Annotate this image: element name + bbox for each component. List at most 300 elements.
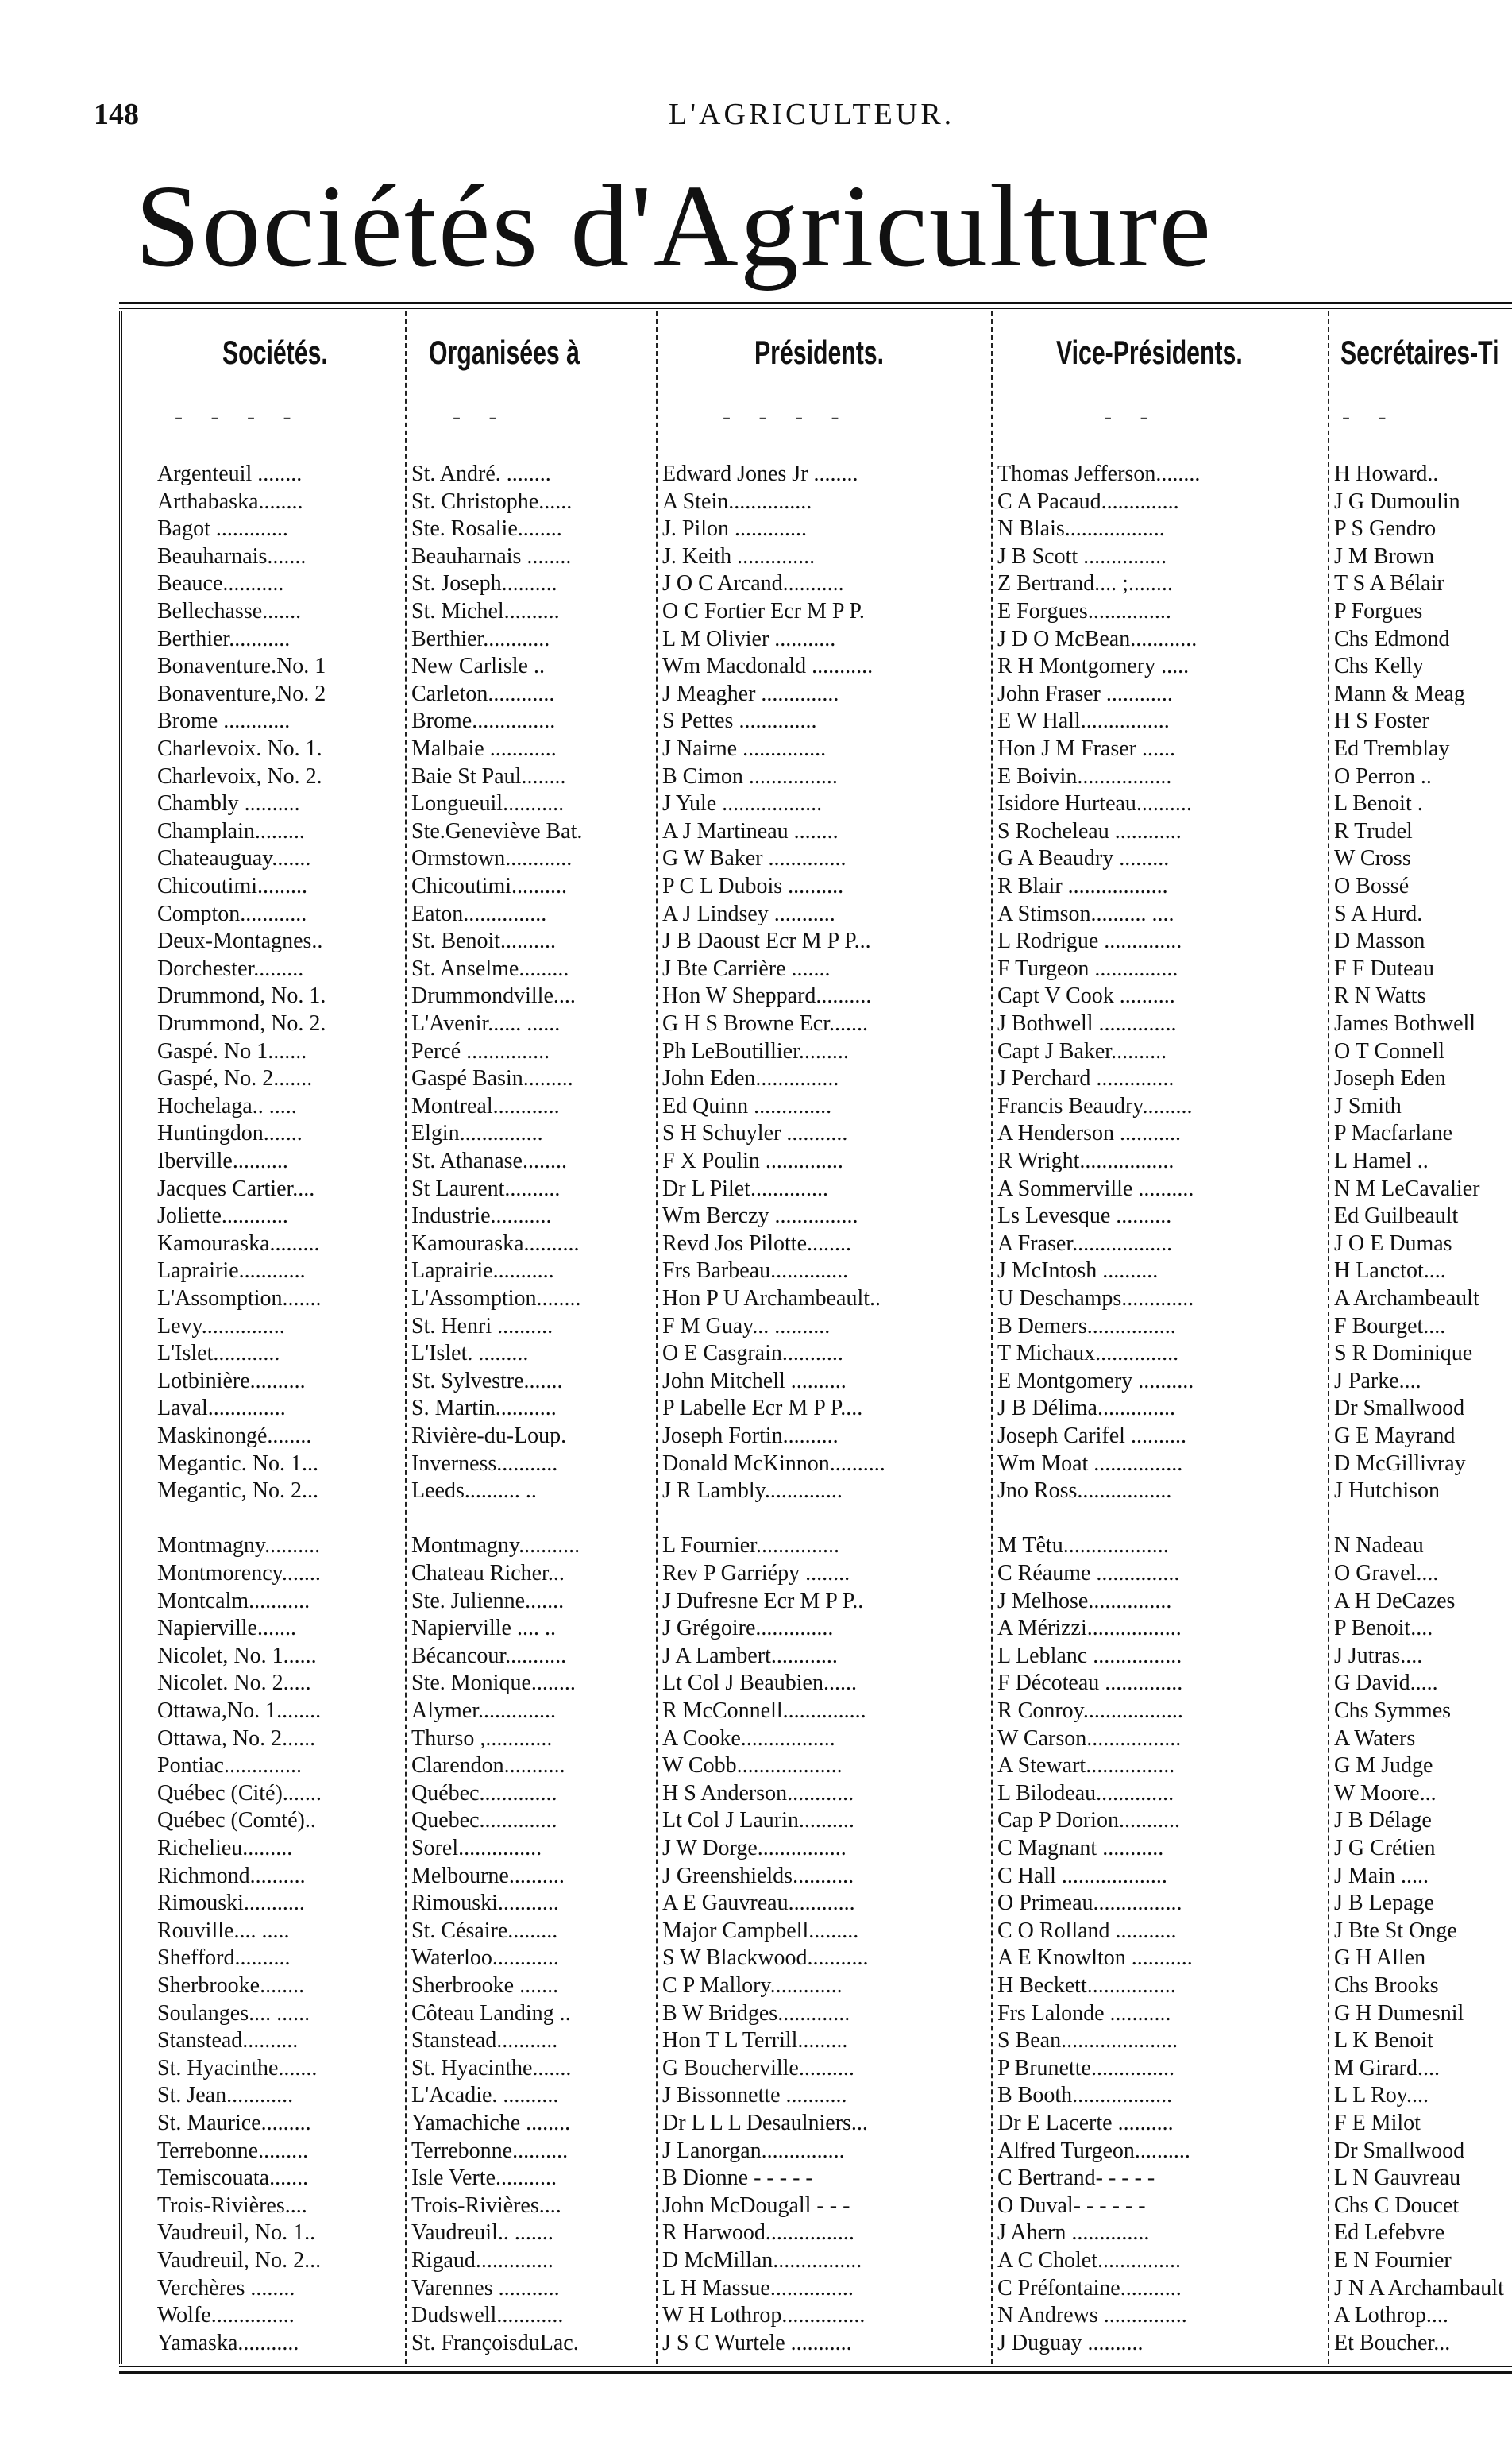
organised-at-cell: Chicoutimi..........	[411, 874, 567, 898]
society-cell: Richmond..........	[157, 1863, 306, 1888]
society-cell: Jacques Cartier....	[157, 1176, 315, 1201]
society-cell: Vaudreuil, No. 1..	[157, 2220, 316, 2246]
vice-president-cell: Alfred Turgeon..........	[997, 2138, 1190, 2163]
vice-president-cell: B Demers................	[997, 1313, 1176, 1339]
society-cell: Rouville.... .....	[157, 1918, 290, 1943]
organised-at-cell: St. Césaire.........	[411, 1918, 558, 1943]
president-cell: D McMillan................	[662, 2248, 862, 2273]
vice-president-cell: J Perchard ..............	[997, 1066, 1174, 1091]
vice-president-cell: A Stewart................	[997, 1753, 1175, 1779]
organised-at-cell: Melbourne..........	[411, 1863, 565, 1888]
table-row	[119, 2000, 1512, 2027]
organised-at-cell: Bécancour...........	[411, 1643, 567, 1668]
table-row	[119, 1423, 1512, 1450]
president-cell: J A Lambert............	[662, 1643, 838, 1668]
organised-at-cell: St. Sylvestre.......	[411, 1368, 563, 1393]
organised-at-cell: St. André. ........	[411, 462, 551, 486]
table-row	[119, 1780, 1512, 1807]
organised-at-cell: Vaudreuil.. .......	[411, 2220, 554, 2246]
secretary-cell: J N A Archambault	[1334, 2275, 1504, 2301]
table-row	[119, 2055, 1512, 2082]
secretary-cell: Chs Brooks	[1334, 1973, 1439, 1998]
organised-at-cell: Rigaud..............	[411, 2248, 554, 2273]
president-cell: Dr L L L Desaulniers...	[662, 2111, 868, 2135]
secretary-cell: Dr Smallwood	[1334, 2138, 1465, 2163]
president-cell: O E Casgrain...........	[662, 1341, 843, 1366]
organised-at-cell: St. FrançoisduLac.	[411, 2330, 579, 2355]
vice-president-cell: W Carson.................	[997, 1725, 1182, 1751]
vice-president-cell: J B Délima..............	[997, 1396, 1175, 1421]
vice-president-cell: N Blais..................	[997, 516, 1165, 542]
organised-at-cell: Eaton...............	[411, 901, 547, 926]
society-cell: Chambly ..........	[157, 791, 300, 817]
society-cell: Megantic, No. 2...	[157, 1478, 318, 1504]
society-cell: Gaspé. No 1.......	[157, 1038, 307, 1064]
secretary-cell: J G Dumoulin	[1334, 489, 1460, 514]
vice-president-cell: L Rodrigue ..............	[997, 929, 1182, 954]
organised-at-cell: Ste. Rosalie........	[411, 516, 562, 542]
president-cell: F M Guay... ..........	[662, 1313, 831, 1339]
table-row	[119, 956, 1512, 983]
society-cell: Wolfe...............	[157, 2303, 295, 2328]
society-cell: Napierville.......	[157, 1616, 296, 1641]
secretary-cell: E N Fournier	[1334, 2248, 1452, 2273]
secretary-cell: Mann & Meag	[1334, 681, 1465, 706]
table-row	[119, 763, 1512, 790]
organised-at-cell: Quebec..............	[411, 1808, 557, 1833]
organised-at-cell: Stanstead...........	[411, 2028, 558, 2053]
secretary-cell: O Bossé	[1334, 874, 1410, 898]
running-head: L'AGRICULTEUR.	[669, 98, 955, 131]
president-cell: Revd Jos Pilotte........	[662, 1230, 852, 1256]
table-row	[119, 2330, 1512, 2357]
vice-president-cell: A Fraser..................	[997, 1230, 1173, 1256]
top-rule-thin	[119, 308, 1512, 309]
secretary-cell: H Howard..	[1334, 462, 1439, 486]
column-header-societes: Sociétés.	[222, 334, 328, 371]
president-cell: Ed Quinn ..............	[662, 1093, 832, 1118]
society-cell: Compton............	[157, 901, 307, 926]
table-row	[119, 1093, 1512, 1120]
secretary-cell: P Benoit....	[1334, 1616, 1433, 1641]
table-row	[119, 1010, 1512, 1037]
table-row	[119, 653, 1512, 680]
table-row	[119, 2275, 1512, 2302]
society-cell: Argenteuil ........	[157, 462, 303, 486]
secretary-cell: Chs C Doucet	[1334, 2192, 1460, 2218]
table-row	[119, 1285, 1512, 1312]
organised-at-cell: Dudswell............	[411, 2303, 564, 2328]
table-row	[119, 1257, 1512, 1285]
president-cell: J S C Wurtele ...........	[662, 2330, 852, 2355]
organised-at-cell: St. Michel..........	[411, 599, 560, 624]
president-cell: Wm Berczy ...............	[662, 1203, 858, 1229]
secretary-cell: G David.....	[1334, 1671, 1438, 1696]
president-cell: C P Mallory.............	[662, 1973, 843, 1998]
president-cell: L M Olivier ...........	[662, 626, 836, 651]
page-title: Sociétés d'Agriculture	[135, 161, 1213, 292]
vice-president-cell: M Têtu...................	[997, 1533, 1169, 1559]
vice-president-cell: J Duguay ..........	[997, 2330, 1144, 2355]
president-cell: Donald McKinnon..........	[662, 1451, 885, 1476]
table-row	[119, 2027, 1512, 2054]
secretary-cell: James Bothwell	[1334, 1011, 1476, 1036]
table-row	[119, 1451, 1512, 1478]
table-row	[119, 1615, 1512, 1642]
president-cell: G H S Browne Ecr.......	[662, 1011, 868, 1036]
president-cell: Major Campbell.........	[662, 1918, 859, 1943]
organised-at-cell: Malbaie ............	[411, 736, 557, 761]
table-row	[119, 1890, 1512, 1917]
vice-president-cell: R Conroy..................	[997, 1698, 1183, 1723]
table-row	[119, 845, 1512, 872]
president-cell: J B Daoust Ecr M P P...	[662, 929, 871, 954]
organised-at-cell: Baie St Paul........	[411, 763, 566, 789]
organised-at-cell: Longueuil...........	[411, 791, 565, 817]
president-cell: W Cobb...................	[662, 1753, 843, 1779]
president-cell: Frs Barbeau..............	[662, 1258, 849, 1284]
column-header-presidents: Présidents.	[754, 334, 885, 371]
organised-at-cell: Rimouski...........	[411, 1891, 559, 1916]
society-cell: Charlevoix, No. 2.	[157, 763, 322, 789]
society-cell: Québec (Comté)..	[157, 1808, 316, 1833]
vice-president-cell: E Boivin.................	[997, 763, 1172, 789]
table-row	[119, 1176, 1512, 1203]
society-cell: Hochelaga.. .....	[157, 1093, 297, 1118]
table-row	[119, 626, 1512, 653]
president-cell: B Dionne - - - - -	[662, 2165, 813, 2191]
table-row	[119, 2110, 1512, 2137]
president-cell: Joseph Fortin..........	[662, 1424, 839, 1448]
vice-president-cell: O Primeau................	[997, 1891, 1182, 1916]
vice-president-cell: E W Hall................	[997, 709, 1170, 734]
organised-at-cell: L'Islet. .........	[411, 1341, 529, 1366]
organised-at-cell: Québec..............	[411, 1780, 557, 1806]
vice-president-cell: B Booth..................	[997, 2083, 1173, 2108]
organised-at-cell: Yamachiche ........	[411, 2111, 571, 2135]
secretary-cell: S R Dominique	[1334, 1341, 1473, 1366]
secretary-cell: J B Délage	[1334, 1808, 1432, 1833]
secretary-cell: O Perron ..	[1334, 763, 1432, 789]
secretary-cell: N Nadeau	[1334, 1533, 1424, 1559]
president-cell: J Greenshields...........	[662, 1863, 854, 1888]
organised-at-cell: Ste. Julienne.......	[411, 1588, 565, 1613]
secretary-cell: M Girard....	[1334, 2055, 1440, 2080]
organised-at-cell: Sorel...............	[411, 1836, 542, 1860]
secretary-cell: Et Boucher...	[1334, 2330, 1451, 2355]
society-cell: Montmorency.......	[157, 1561, 321, 1586]
president-cell: A Stein...............	[662, 489, 812, 514]
table-row	[119, 681, 1512, 708]
secretary-cell: Chs Edmond	[1334, 626, 1450, 651]
organised-at-cell: Inverness...........	[411, 1451, 558, 1476]
table-row	[119, 983, 1512, 1010]
table-row	[119, 2192, 1512, 2219]
society-cell: Bonaventure,No. 2	[157, 681, 326, 706]
society-cell: Nicolet. No. 2.....	[157, 1671, 311, 1696]
vice-president-cell: Capt V Cook ..........	[997, 983, 1175, 1009]
secretary-cell: Chs Kelly	[1334, 654, 1424, 679]
organised-at-cell: St Laurent..........	[411, 1176, 561, 1201]
table-row	[119, 461, 1512, 488]
secretary-cell: Joseph Eden	[1334, 1066, 1446, 1091]
vice-president-cell: J Ahern ..............	[997, 2220, 1150, 2246]
table-row	[119, 1368, 1512, 1395]
society-cell: Chicoutimi.........	[157, 874, 307, 898]
organised-at-cell: Ste. Monique........	[411, 1671, 576, 1696]
society-cell: Lotbinière..........	[157, 1368, 306, 1393]
society-cell: Drummond, No. 2.	[157, 1011, 326, 1036]
organised-at-cell: Leeds.......... ..	[411, 1478, 537, 1504]
president-cell: S Pettes ..............	[662, 709, 817, 734]
table-row	[119, 1478, 1512, 1505]
secretary-cell: J Bte St Onge	[1334, 1918, 1457, 1943]
vice-president-cell: Z Bertrand.... ;........	[997, 571, 1173, 597]
organised-at-cell: Berthier............	[411, 626, 550, 651]
president-cell: Ph LeBoutillier.........	[662, 1038, 849, 1064]
president-cell: B Cimon ................	[662, 763, 838, 789]
secretary-cell: A H DeCazes	[1334, 1588, 1456, 1613]
president-cell: John McDougall - - -	[662, 2192, 850, 2218]
table-frame	[119, 302, 1512, 2374]
table-row	[119, 1313, 1512, 1340]
table-row	[119, 489, 1512, 516]
society-cell: Shefford..........	[157, 1945, 291, 1971]
vice-president-cell: S Bean.....................	[997, 2028, 1178, 2053]
vice-president-cell: F Turgeon ...............	[997, 956, 1178, 981]
secretary-cell: J Parke....	[1334, 1368, 1421, 1393]
header-dash: - - - -	[723, 404, 850, 430]
secretary-cell: J Jutras....	[1334, 1643, 1423, 1668]
society-cell: Levy...............	[157, 1313, 285, 1339]
president-cell: Wm Macdonald ...........	[662, 654, 874, 679]
table-row	[119, 1230, 1512, 1257]
vice-president-cell: J Bothwell ..............	[997, 1011, 1177, 1036]
secretary-cell: D McGillivray	[1334, 1451, 1466, 1476]
organised-at-cell: Industrie...........	[411, 1203, 552, 1229]
secretary-cell: J Hutchison	[1334, 1478, 1440, 1504]
vice-president-cell: R H Montgomery .....	[997, 654, 1190, 679]
vice-president-cell: A Sommerville ..........	[997, 1176, 1194, 1201]
president-cell: Hon W Sheppard..........	[662, 983, 872, 1009]
vice-president-cell: Joseph Carifel ..........	[997, 1424, 1186, 1448]
president-cell: Lt Col J Beaubien......	[662, 1671, 857, 1696]
organised-at-cell: St. Joseph..........	[411, 571, 557, 597]
vice-president-cell: E Montgomery ..........	[997, 1368, 1194, 1393]
vice-president-cell: A Mérizzi.................	[997, 1616, 1182, 1641]
table-row	[119, 516, 1512, 543]
secretary-cell: A Archambeault	[1334, 1286, 1479, 1311]
table-row	[119, 1038, 1512, 1065]
table-row	[119, 1835, 1512, 1862]
bottom-rule-thin	[119, 2366, 1512, 2367]
table-row	[119, 1725, 1512, 1752]
header-dash: - - - -	[175, 404, 303, 430]
organised-at-cell: Beauharnais ........	[411, 543, 572, 569]
secretary-cell: J Smith	[1334, 1093, 1402, 1118]
president-cell: G W Baker ..............	[662, 846, 847, 871]
president-cell: S H Schuyler ...........	[662, 1121, 848, 1146]
table-row	[119, 901, 1512, 928]
secretary-cell: G H Dumesnil	[1334, 2000, 1464, 2026]
president-cell: Hon T L Terrill.........	[662, 2028, 848, 2053]
president-cell: H S Anderson............	[662, 1780, 854, 1806]
society-cell: Bellechasse.......	[157, 599, 302, 624]
organised-at-cell: Percé ...............	[411, 1038, 550, 1064]
secretary-cell: Ed Guilbeault	[1334, 1203, 1459, 1229]
vice-president-cell: L Leblanc ................	[997, 1643, 1182, 1668]
organised-at-cell: Elgin...............	[411, 1121, 543, 1146]
organised-at-cell: Brome...............	[411, 709, 556, 734]
secretary-cell: J O E Dumas	[1334, 1230, 1452, 1256]
president-cell: J Yule ..................	[662, 791, 823, 817]
organised-at-cell: St. Anselme.........	[411, 956, 569, 981]
organised-at-cell: Sherbrooke .......	[411, 1973, 559, 1998]
table-row	[119, 2247, 1512, 2274]
secretary-cell: H S Foster	[1334, 709, 1429, 734]
vice-president-cell: J D O McBean............	[997, 626, 1198, 651]
society-cell: L'Assomption.......	[157, 1286, 322, 1311]
vice-president-cell: C Hall ...................	[997, 1863, 1167, 1888]
secretary-cell: T S A Bélair	[1334, 571, 1444, 597]
secretary-cell: P Forgues	[1334, 599, 1423, 624]
secretary-cell: F E Milot	[1334, 2111, 1421, 2135]
vice-president-cell: C Préfontaine...........	[997, 2275, 1182, 2301]
vice-president-cell: C Magnant ...........	[997, 1836, 1164, 1860]
table-row	[119, 1945, 1512, 1972]
president-cell: J R Lambly..............	[662, 1478, 843, 1504]
president-cell: A Cooke.................	[662, 1725, 835, 1751]
table-row	[119, 1203, 1512, 1230]
column-header-vice-presidents: Vice-Présidents.	[1056, 334, 1243, 371]
organised-at-cell: L'Acadie. ..........	[411, 2083, 559, 2108]
vice-president-cell: P Brunette...............	[997, 2055, 1174, 2080]
secretary-cell: G H Allen	[1334, 1945, 1426, 1971]
vice-president-cell: Frs Lalonde ...........	[997, 2000, 1171, 2026]
society-cell: St. Hyacinthe.......	[157, 2055, 318, 2080]
vice-president-cell: C Réaume ...............	[997, 1561, 1180, 1586]
secretary-cell: G E Mayrand	[1334, 1424, 1456, 1448]
president-cell: A J Martineau ........	[662, 818, 839, 844]
president-cell: J Dufresne Ecr M P P..	[662, 1588, 864, 1613]
president-cell: J Grégoire..............	[662, 1616, 834, 1641]
society-cell: Laval..............	[157, 1396, 286, 1421]
secretary-cell: Chs Symmes	[1334, 1698, 1452, 1723]
header-dash: - -	[1104, 404, 1159, 430]
president-cell: Lt Col J Laurin..........	[662, 1808, 854, 1833]
organised-at-cell: Rivière-du-Loup.	[411, 1424, 567, 1448]
table-row	[119, 1532, 1512, 1559]
table-row	[119, 736, 1512, 763]
society-cell: Stanstead..........	[157, 2028, 299, 2053]
society-cell: Montcalm...........	[157, 1588, 310, 1613]
header-dash: - -	[1342, 404, 1398, 430]
vice-president-cell: C O Rolland ...........	[997, 1918, 1177, 1943]
organised-at-cell: St. Henri ..........	[411, 1313, 554, 1339]
president-cell: A E Gauvreau............	[662, 1891, 855, 1916]
column-header-organisees: Organisées à	[429, 334, 580, 371]
vice-president-cell: Isidore Hurteau..........	[997, 791, 1192, 817]
organised-at-cell: Isle Verte...........	[411, 2165, 557, 2191]
top-rule	[119, 302, 1512, 304]
vice-president-cell: Hon J M Fraser ......	[997, 736, 1175, 761]
table-row	[119, 2165, 1512, 2192]
vice-president-cell: E Forgues...............	[997, 599, 1171, 624]
organised-at-cell: Côteau Landing ..	[411, 2000, 571, 2026]
table-row	[119, 1120, 1512, 1147]
organised-at-cell: L'Avenir...... ......	[411, 1011, 561, 1036]
table-row	[119, 928, 1512, 955]
vice-president-cell: H Beckett................	[997, 1973, 1176, 1998]
president-cell: J Lanorgan...............	[662, 2138, 845, 2163]
society-cell: Temiscouata.......	[157, 2165, 309, 2191]
vice-president-cell: A Henderson ...........	[997, 1121, 1181, 1146]
table-row	[119, 818, 1512, 845]
secretary-cell: F F Duteau	[1334, 956, 1434, 981]
vice-president-cell: Ls Levesque ..........	[997, 1203, 1172, 1229]
vice-president-cell: A E Knowlton ...........	[997, 1945, 1193, 1971]
president-cell: J. Keith ..............	[662, 543, 816, 569]
organised-at-cell: St. Hyacinthe.......	[411, 2055, 572, 2080]
table-row	[119, 1670, 1512, 1697]
vice-president-cell: N Andrews ...............	[997, 2303, 1187, 2328]
organised-at-cell: Chateau Richer...	[411, 1561, 565, 1586]
vice-president-cell: Capt J Baker..........	[997, 1038, 1167, 1064]
president-cell: J. Pilon .............	[662, 516, 808, 542]
society-cell: Beauce...........	[157, 571, 284, 597]
secretary-cell: P S Gendro	[1334, 516, 1437, 542]
table-row	[119, 570, 1512, 597]
secretary-cell: L L Roy....	[1334, 2083, 1429, 2108]
society-cell: Verchères ........	[157, 2275, 295, 2301]
organised-at-cell: Kamouraska..........	[411, 1230, 580, 1256]
organised-at-cell: Trois-Rivières....	[411, 2192, 561, 2218]
society-cell: Maskinongé........	[157, 1424, 312, 1448]
president-cell: Dr L Pilet..............	[662, 1176, 828, 1201]
society-cell: Trois-Rivières....	[157, 2192, 307, 2218]
column-header-secretaires: Secrétaires-Ti	[1340, 334, 1499, 371]
society-cell: Soulanges.... ......	[157, 2000, 310, 2026]
secretary-cell: L N Gauvreau	[1334, 2165, 1461, 2191]
president-cell: R McConnell...............	[662, 1698, 866, 1723]
organised-at-cell: St. Athanase........	[411, 1149, 567, 1173]
vice-president-cell: Cap P Dorion...........	[997, 1808, 1180, 1833]
society-cell: Megantic. No. 1...	[157, 1451, 318, 1476]
society-cell: Rimouski...........	[157, 1891, 305, 1916]
table-row	[119, 2219, 1512, 2246]
organised-at-cell: S. Martin...........	[411, 1396, 557, 1421]
vice-president-cell: Dr E Lacerte ..........	[997, 2111, 1174, 2135]
secretary-cell: D Masson	[1334, 929, 1425, 954]
organised-at-cell: Laprairie...........	[411, 1258, 554, 1284]
society-cell: Berthier...........	[157, 626, 291, 651]
society-cell: L'Islet............	[157, 1341, 280, 1366]
president-cell: P Labelle Ecr M P P....	[662, 1396, 863, 1421]
table-row	[119, 543, 1512, 570]
vice-president-cell: U Deschamps.............	[997, 1286, 1194, 1311]
society-cell: Joliette............	[157, 1203, 288, 1229]
secretary-cell: Dr Smallwood	[1334, 1396, 1465, 1421]
secretary-cell: Ed Lefebvre	[1334, 2220, 1445, 2246]
organised-at-cell: Alymer..............	[411, 1698, 556, 1723]
header-dash: - -	[453, 404, 508, 430]
table-row	[119, 1972, 1512, 1999]
society-cell: Huntingdon.......	[157, 1121, 303, 1146]
president-cell: S W Blackwood...........	[662, 1945, 869, 1971]
society-cell: Richelieu.........	[157, 1836, 293, 1860]
bottom-rule	[119, 2371, 1512, 2374]
table-row	[119, 1643, 1512, 1670]
